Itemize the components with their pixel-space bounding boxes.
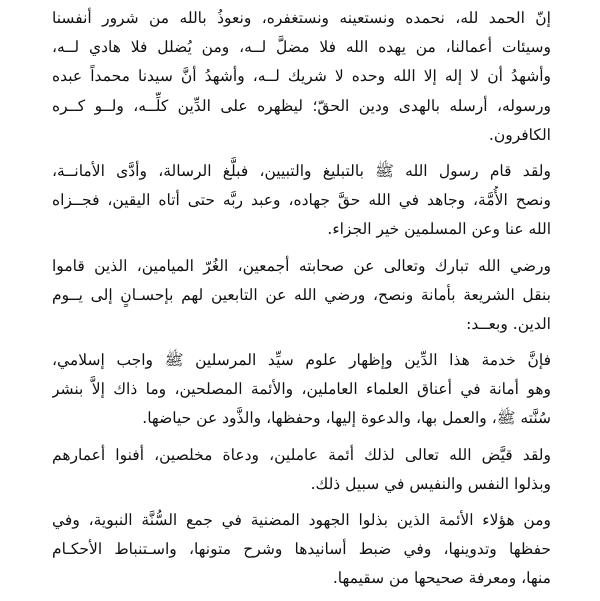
text-line: فإنَّ خدمة هذا الدِّين وإظهار علوم سيِّد المرسلين ﷺ واجب إسلامي، [52, 351, 551, 370]
text-line: وأشهدُ أن لا إله إلا الله وحده لا شريك لــه، وأشهدُ أنَّ سيدنا محمداً عبده [52, 67, 551, 86]
text-line: ورضي الله تبارك وتعالى عن صحابته أجمعين، الغُرّ الميامين، الذين قاموا [52, 256, 551, 275]
text-line: سُنَّته ﷺ، والعمل بها، والدعوة إليها، وحفظها، والذَّود عن حياضها. [142, 409, 551, 428]
text-line: الكافرون. [488, 125, 551, 144]
text-line: الله عنا وعن المسلمين خير الجزاء. [327, 220, 551, 239]
text-line: حفظها وتدوينها، وفي ضبط أسانيدها وشرح متونها، واسـتنباط الأحكـام [52, 540, 551, 559]
text-line: منها، ومعرفة صحيحها من سقيمها. [332, 569, 551, 588]
text-line: ونصح الأُمَّة، وجاهد في الله حقَّ جهاده، وعبد ربَّه حتى أتاه اليقين، فجــزاه [52, 191, 551, 210]
paragraph-sunnah-scholars [52, 506, 551, 594]
text-line: ومن هؤلاء الأئمة الذين بذلوا الجهود المضنية في جمع السُّنَّة النبوية، وفي [52, 511, 551, 529]
text-line: ولقد قام رسول الله ﷺ بالتبليغ والتبيين، فبلَّغ الرسالة، وأدَّى الأمانــة، [52, 161, 551, 180]
paragraph-serving-religion [52, 346, 551, 434]
text-line: ورسوله، أرسله بالهدى ودين الحقّ؛ ليظهره على الدِّين كلِّــه، ولــو كــره [52, 96, 551, 115]
text-line: إنّ الحمد لله، نحمده ونستعينه ونستغفره، ونعوذُ بالله من شرور أنفسنا [52, 9, 551, 27]
text-line: بنقل الشريعة بأمانة ونصح، ورضي الله عن التابعين لهم بإحسـانٍ إلى يــوم [52, 285, 551, 304]
text-line: وسيئات أعمالنا، من يهده الله فلا مضلَّ لــه، ومن يُضلل فلا هادي لــه، [52, 38, 551, 57]
paragraph-prophet-mission [52, 157, 551, 245]
text-line: الدين. وبعــد: [466, 314, 551, 333]
text-line: ولقد قيَّض الله تعالى لذلك أئمة عاملين، ودعاة مخلصين، أفنوا أعمارهم [52, 445, 551, 464]
paragraph-imams [52, 441, 551, 499]
text-line: وهو أمانة في أعناق العلماء العاملين، والأئمة المصلحين، وما ذاك إلاَّ بنشر [52, 380, 551, 399]
paragraph-companions [52, 252, 551, 340]
paragraph-opening-praise [52, 4, 551, 150]
text-line: وبذلوا النفس والنفيس في سبيل ذلك. [310, 474, 551, 493]
arabic-text-body [52, 4, 551, 601]
